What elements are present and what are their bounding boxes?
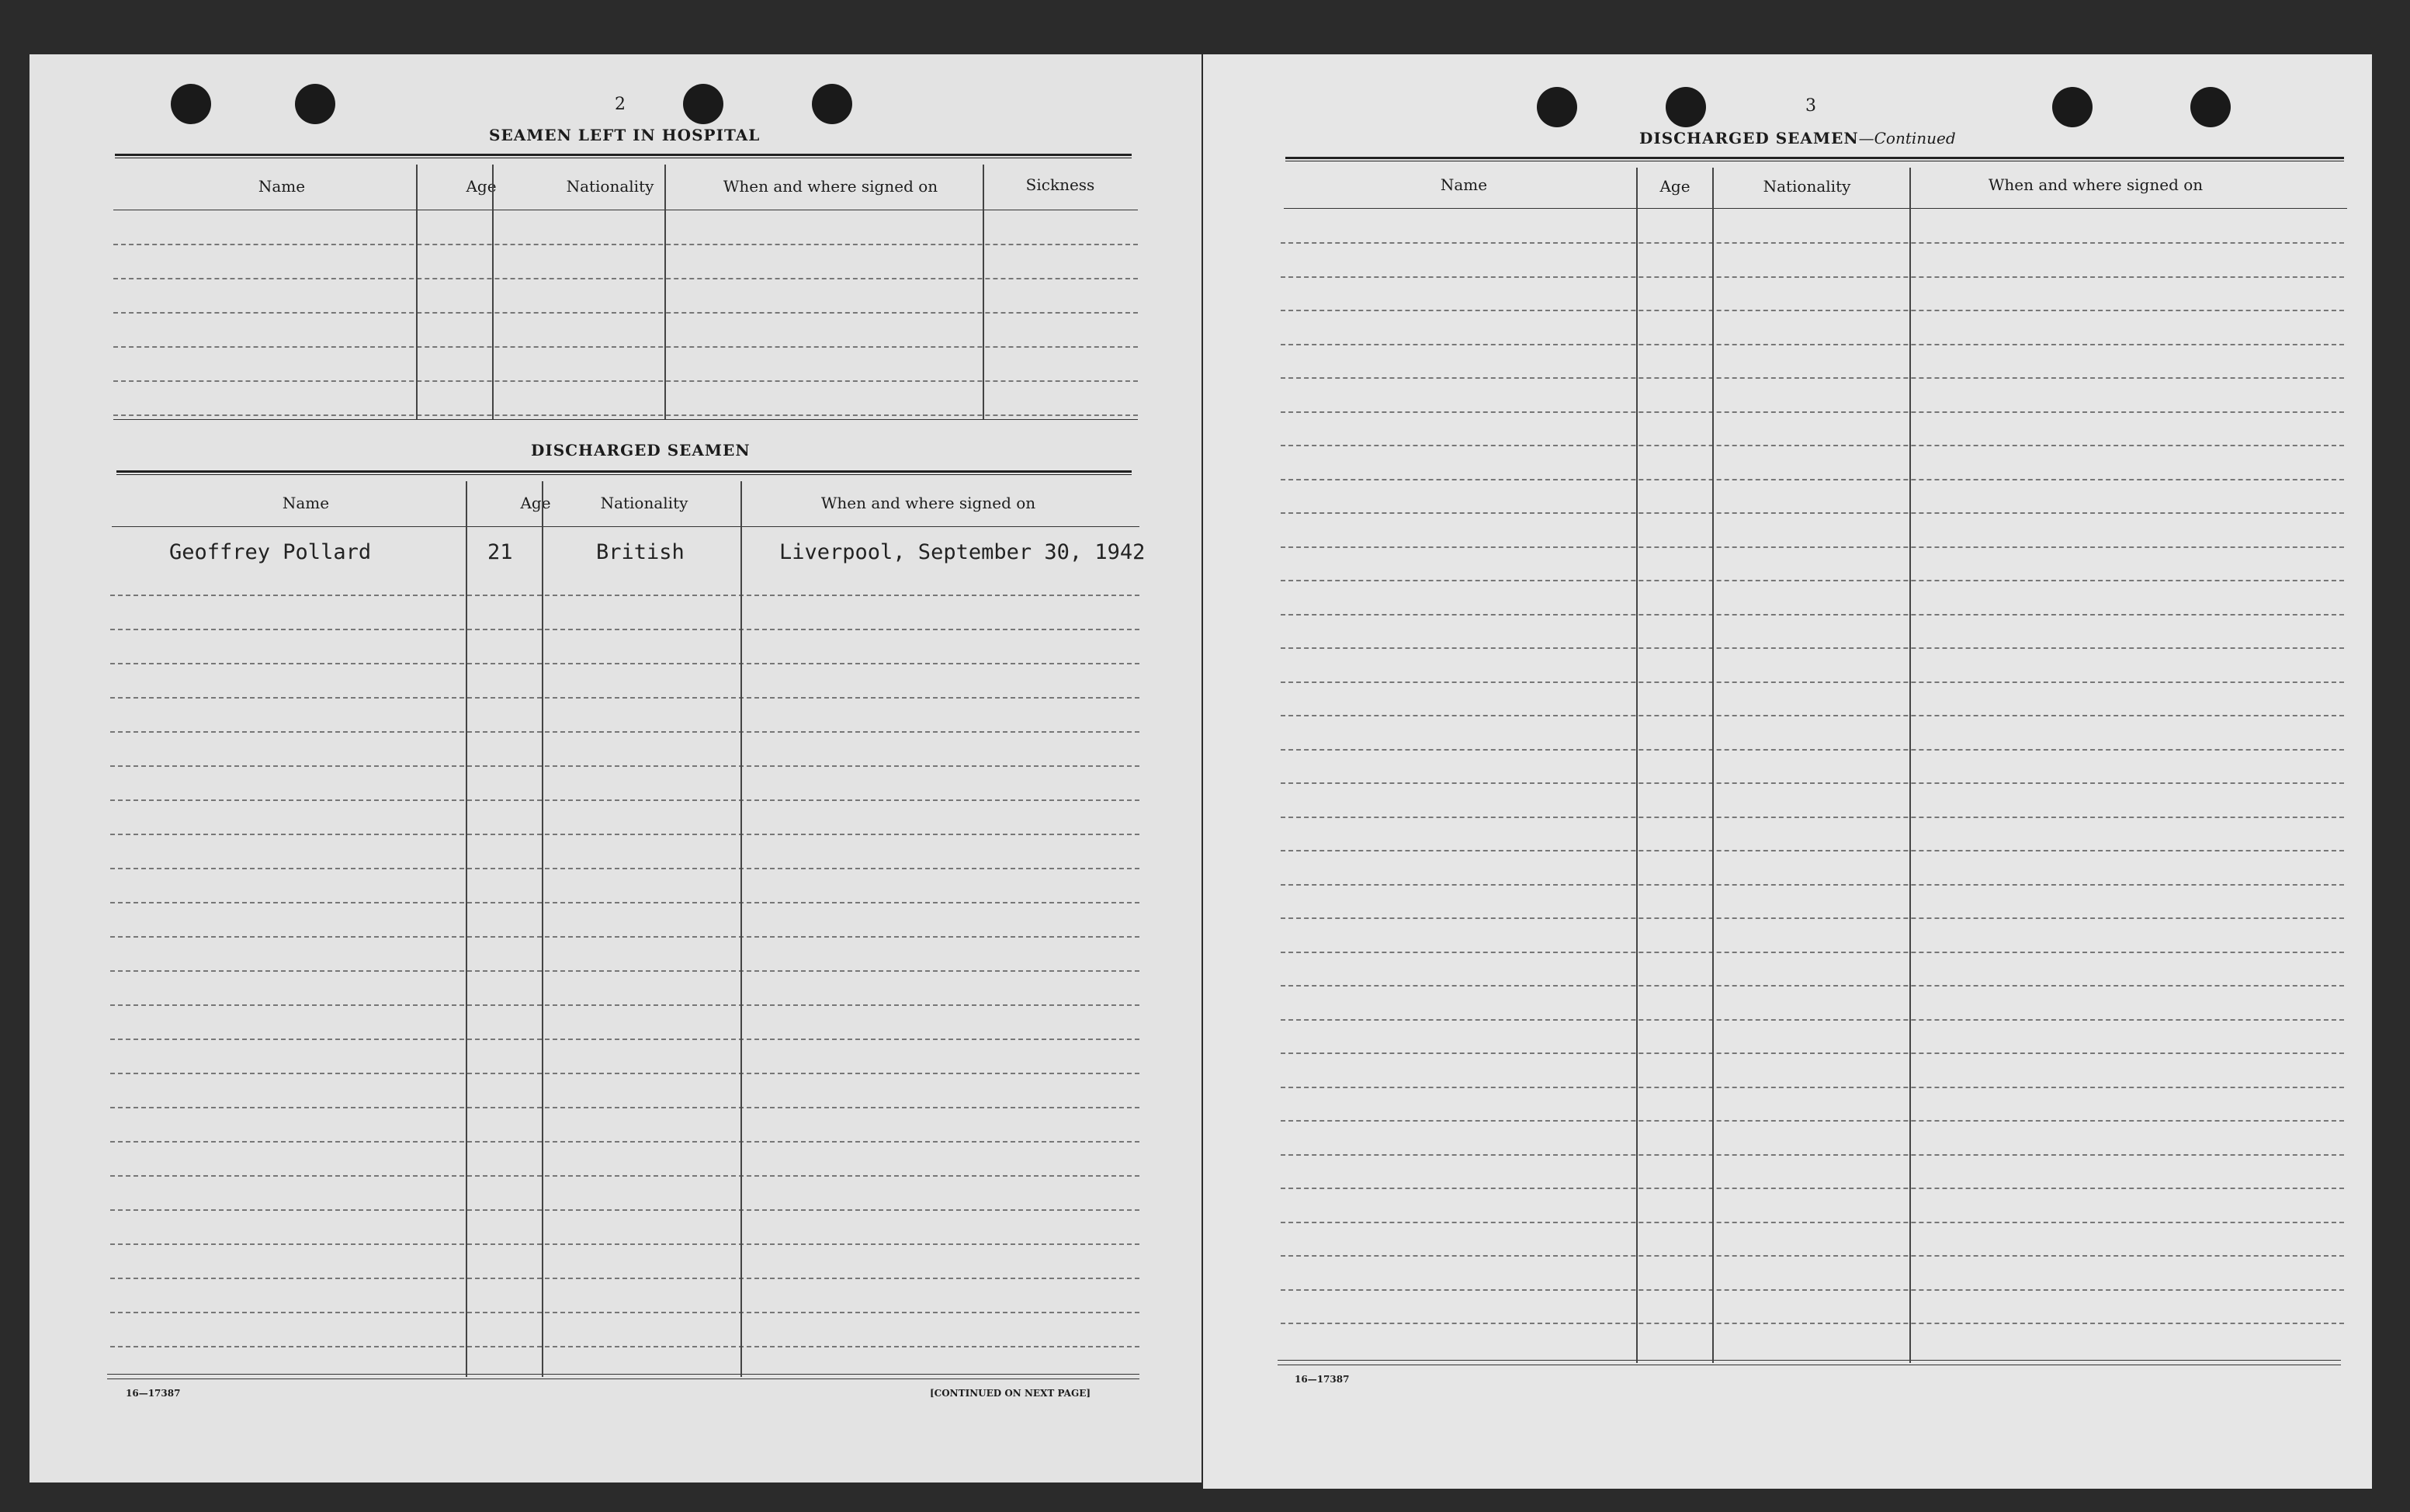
col-divider [1636, 168, 1638, 1363]
punch-hole [1666, 87, 1706, 127]
row-line [113, 380, 1138, 382]
row-line [110, 1004, 1139, 1006]
row-line [110, 834, 1139, 835]
header-rule [1284, 208, 2347, 209]
col-divider [492, 165, 494, 419]
col-divider [466, 481, 467, 1377]
row-line [1281, 1120, 2344, 1122]
discharged-section-title: DISCHARGED SEAMEN [531, 441, 751, 459]
hospital-section-title: SEAMEN LEFT IN HOSPITAL [489, 126, 761, 144]
row-line [110, 1243, 1139, 1245]
row-line [1281, 850, 2344, 851]
row-line [110, 902, 1139, 903]
col-divider [1909, 168, 1911, 1363]
row-line [1281, 445, 2344, 446]
row-line [113, 278, 1138, 279]
continued-note: [CONTINUED ON NEXT PAGE] [930, 1388, 1091, 1399]
header-rule [112, 526, 1139, 527]
discharged-row-age: 21 [487, 540, 513, 564]
row-line [110, 731, 1139, 733]
row-line [1281, 546, 2344, 548]
discharged-row-name: Geoffrey Pollard [169, 540, 372, 564]
punch-hole [683, 84, 723, 124]
punch-hole [812, 84, 852, 124]
row-line [110, 1312, 1139, 1313]
row-line [1281, 1222, 2344, 1223]
row-line [110, 1278, 1139, 1279]
row-line [1281, 512, 2344, 514]
table-top-rule [1285, 157, 2344, 161]
col-signed-on: When and where signed on [820, 494, 1036, 512]
table-bottom-rule [1278, 1360, 2341, 1361]
punch-hole [171, 84, 211, 124]
row-line [110, 970, 1139, 972]
row-line [1281, 1188, 2344, 1189]
row-line [1281, 614, 2344, 616]
col-name: Name [258, 177, 306, 196]
col-divider [1712, 168, 1714, 1363]
col-name: Name [1440, 175, 1488, 194]
row-line [1281, 681, 2344, 683]
row-line [110, 799, 1139, 801]
col-divider [983, 165, 984, 419]
table-bottom-rule [107, 1378, 1139, 1379]
table-top-rule [116, 470, 1132, 475]
row-line [110, 629, 1139, 630]
row-line [1281, 884, 2344, 886]
col-age: Age [520, 494, 551, 512]
row-line [110, 1039, 1139, 1040]
row-line [1281, 1019, 2344, 1021]
row-line [1281, 1289, 2344, 1291]
form-number: 16—17387 [126, 1388, 181, 1399]
section-title-suffix: —Continued [1858, 129, 1956, 147]
row-line [1281, 1053, 2344, 1054]
row-line [1281, 782, 2344, 784]
form-number: 16—17387 [1295, 1374, 1350, 1385]
col-divider [416, 165, 418, 419]
page-number: 2 [615, 95, 626, 114]
row-line [1281, 647, 2344, 649]
row-line [113, 414, 1138, 416]
table-bottom-rule [113, 419, 1138, 420]
row-line [1281, 242, 2344, 244]
row-line [113, 346, 1138, 348]
row-line [1281, 952, 2344, 953]
col-name: Name [282, 494, 330, 512]
row-line [110, 1073, 1139, 1074]
row-line [1281, 411, 2344, 413]
row-line [110, 765, 1139, 767]
row-line [110, 1346, 1139, 1347]
row-line [113, 244, 1138, 245]
row-line [1281, 377, 2344, 379]
row-line [110, 1107, 1139, 1108]
row-line [1281, 310, 2344, 311]
row-line [1281, 1087, 2344, 1088]
col-signed-on: When and where signed on [723, 177, 938, 196]
col-nationality: Nationality [600, 494, 688, 512]
row-line [1281, 276, 2344, 278]
table-top-rule [115, 154, 1132, 158]
row-line [110, 1141, 1139, 1143]
row-line [1281, 985, 2344, 987]
row-line [1281, 917, 2344, 919]
right-page [1203, 54, 2372, 1489]
row-line [1281, 344, 2344, 345]
row-line [1281, 1255, 2344, 1257]
row-line [110, 936, 1139, 938]
row-line [110, 663, 1139, 664]
discharged-row-nationality: British [596, 540, 685, 564]
row-line [110, 697, 1139, 699]
punch-hole [2052, 87, 2093, 127]
section-title-main: DISCHARGED SEAMEN [1639, 129, 1859, 147]
discharged-row-signed-on: Liverpool, September 30, 1942 [779, 540, 1146, 564]
col-age: Age [466, 177, 497, 196]
col-sickness: Sickness [1025, 175, 1095, 194]
row-line [113, 312, 1138, 314]
right-section-title [1639, 129, 1956, 147]
row-line [1281, 749, 2344, 751]
punch-hole [2190, 87, 2231, 127]
row-line [1281, 817, 2344, 818]
row-line [110, 868, 1139, 869]
page-number: 3 [1805, 96, 1816, 116]
row-line [1281, 479, 2344, 480]
col-divider [664, 165, 666, 419]
col-nationality: Nationality [1763, 177, 1851, 196]
col-divider [542, 481, 543, 1377]
col-divider [740, 481, 742, 1377]
col-age: Age [1659, 177, 1690, 196]
row-line [110, 1175, 1139, 1177]
punch-hole [295, 84, 335, 124]
table-bottom-rule [107, 1374, 1139, 1375]
row-line [1281, 580, 2344, 581]
col-nationality: Nationality [566, 177, 654, 196]
row-line [110, 1209, 1139, 1211]
row-line [1281, 715, 2344, 716]
row-line [1281, 1323, 2344, 1324]
left-page [29, 54, 1202, 1483]
punch-hole [1537, 87, 1577, 127]
row-line [1281, 1154, 2344, 1156]
row-line [110, 595, 1139, 596]
col-signed-on: When and where signed on [1988, 175, 2204, 194]
